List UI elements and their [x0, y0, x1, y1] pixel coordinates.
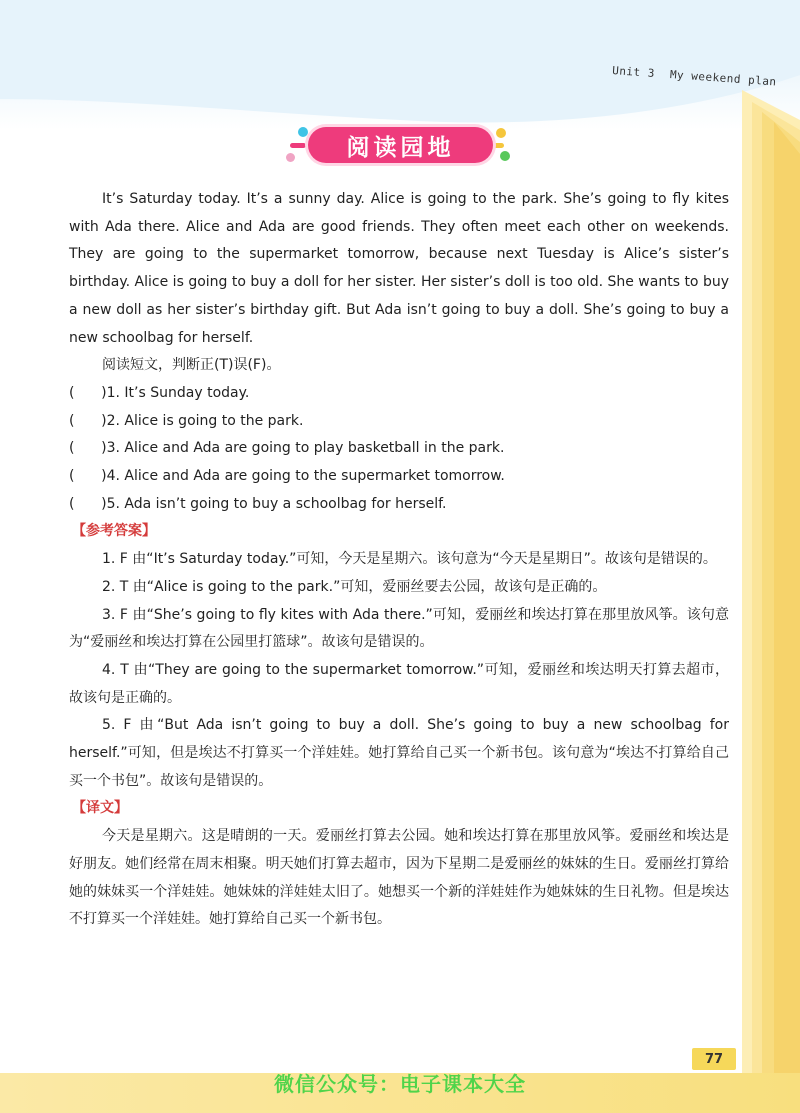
question-5: ( )5. Ada isn’t going to buy a schoolbag for herself. — [69, 495, 447, 512]
translation-heading: 【译文】 — [72, 800, 128, 817]
answer-4: 4. T 由“They are going to the supermarket tomorrow.”可知，爱丽丝和埃达明天打算去超市，故该句是正确的。 — [69, 661, 729, 706]
page-number: 77 — [692, 1048, 736, 1070]
question-1: ( )1. It’s Sunday today. — [69, 384, 250, 401]
answer-3: 3. F 由“She’s going to fly kites with Ada there.”可知，爱丽丝和埃达打算在那里放风筝。该句意为“爱丽丝和埃达打算在公园里打篮球”。故该句是错误的。 — [69, 606, 729, 651]
deco-line — [290, 143, 306, 148]
answer-1: 1. F 由“It’s Saturday today.”可知，今天是星期六。该句意为“今天是星期日”。故该句是错误的。 — [102, 551, 717, 568]
answer-5: 5. F 由“But Ada isn’t going to buy a doll. She’s going to buy a new schoolbag for herself.”可知，但是埃达不打算买一个洋娃娃。她打算给自己买一个新书包。该句意为“埃达不打算给自己买一个书包”。故该句是错误的。 — [69, 717, 729, 789]
question-2: ( )2. Alice is going to the park. — [69, 412, 304, 429]
deco-dot — [500, 151, 510, 161]
page-edge-stack — [740, 90, 800, 1113]
main-content — [69, 186, 729, 934]
answer-2: 2. T 由“Alice is going to the park.”可知，爱丽丝要去公园，故该句是正确的。 — [102, 578, 607, 595]
answers-heading: 【参考答案】 — [72, 523, 156, 540]
section-banner — [308, 127, 493, 163]
translation-text: 今天是星期六。这是晴朗的一天。爱丽丝打算去公园。她和埃达打算在那里放风筝。爱丽丝和埃达是好朋友。她们经常在周末相聚。明天她们打算去超市，因为下星期二是爱丽丝的妹妹的生日。爱丽丝打算给她的妹妹买一个洋娃娃。她妹妹的洋娃娃太旧了。她想买一个新的洋娃娃作为她妹妹的生日礼物。但是埃达不打算买一个洋娃娃。她打算给自己买一个新书包。 — [69, 828, 729, 928]
deco-dot — [496, 128, 506, 138]
deco-dot — [286, 153, 295, 162]
unit-label: Unit 3 — [611, 63, 656, 80]
question-4: ( )4. Alice and Ada are going to the supermarket tomorrow. — [69, 468, 505, 485]
instruction: 阅读短文，判断正(T)误(F)。 — [102, 357, 281, 374]
reading-passage: It’s Saturday today. It’s a sunny day. Alice is going to the park. She’s going to fly kites with Ada there. Alice and Ada are good friends. They often meet each other on weekends. They are going to the supermarket tomorrow, because next Tuesday is Alice’s sister’s birthday. Alice is going to buy a doll for her sister. Her sister’s doll is too old. She wants to buy a new doll as her sister’s birthday gift. But Ada isn’t going to buy a doll. She’s going to buy a new schoolbag for herself. — [69, 191, 729, 346]
question-3: ( )3. Alice and Ada are going to play basketball in the park. — [69, 440, 505, 457]
watermark-text: 微信公众号：电子课本大全 — [274, 1072, 526, 1096]
deco-dot — [298, 127, 308, 137]
unit-title: My weekend plan — [669, 68, 777, 89]
banner-title: 阅读园地 — [346, 134, 455, 161]
